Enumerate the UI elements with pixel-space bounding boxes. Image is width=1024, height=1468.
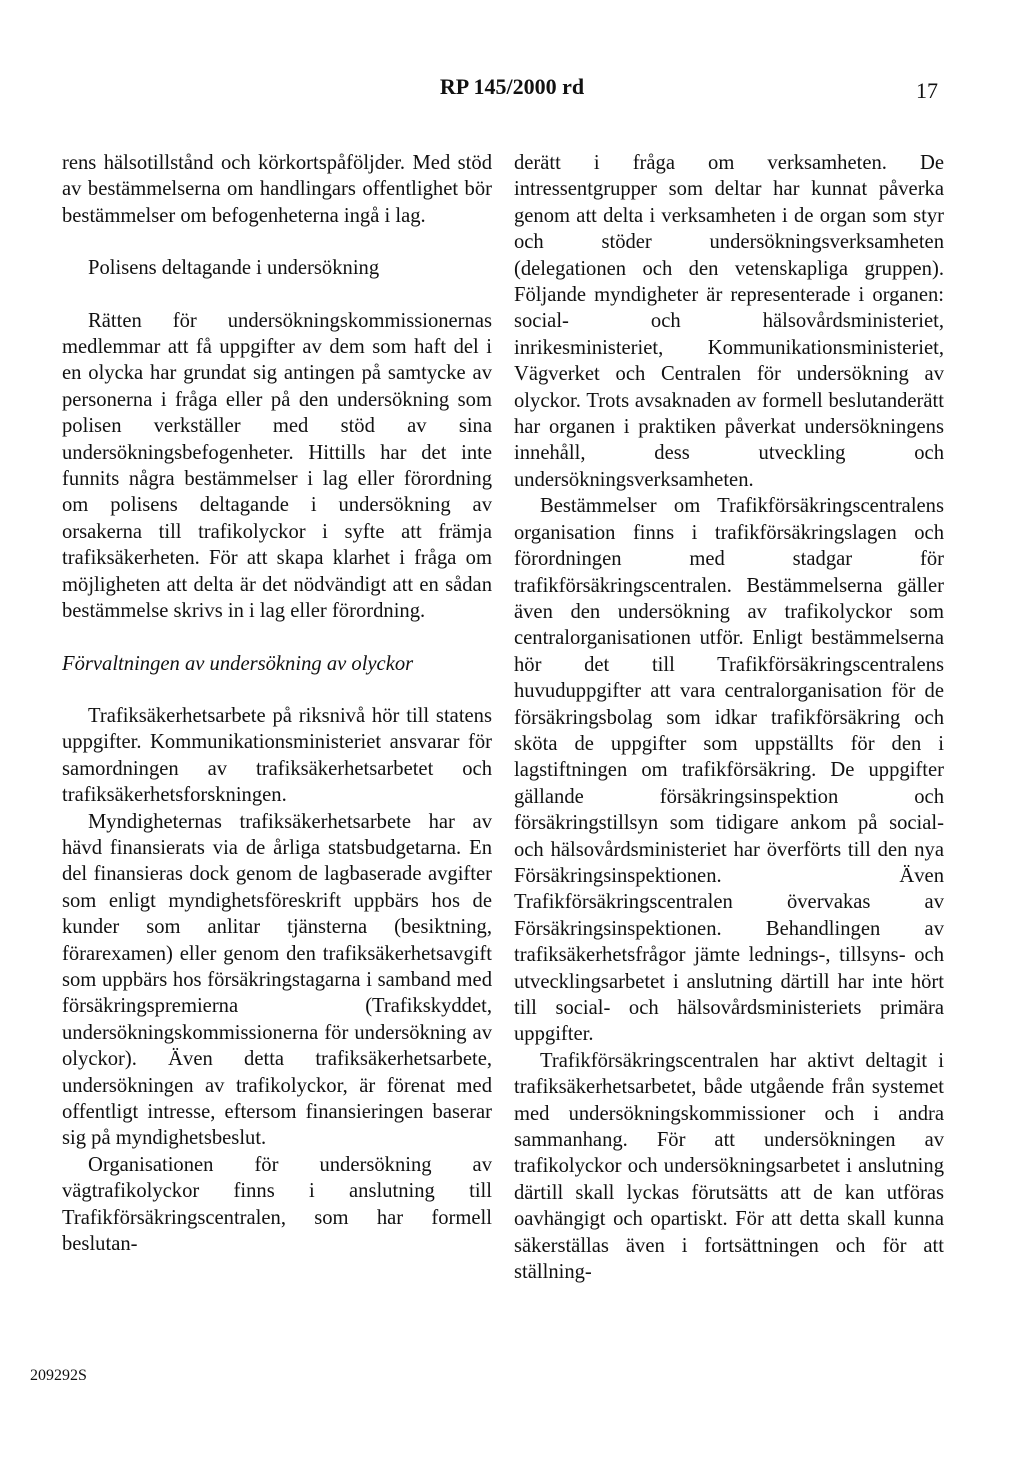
paragraph: Rätten för undersökningskommissionernas medlemmar att få uppgifter av dem som haft del i en olycka har grundat sig antingen på samtycke av personerna i fråga eller på den undersökning som polisen verkställer med stöd av sina undersökningsbefogenheter. Hittills har det inte funnits några bestämmelser i lag eller förordning om polisens deltagande i undersökning av orsakerna till trafikolyckor i syfte att främja trafiksäkerheten. För att skapa klarhet i fråga om möjligheten att delta är det nödvändigt att en sådan bestämmelse skrivs in i lag eller förordning. xyxy=(62,309,492,623)
page-number: 17 xyxy=(916,78,938,103)
page-header xyxy=(0,72,1024,106)
paragraph: Trafiksäkerhetsarbete på riksnivå hör till statens uppgifter. Kommunikationsministeriet ansvarar för samordningen av trafiksäkerhetsarbetet och trafiksäkerhetsforskningen. xyxy=(62,704,492,807)
section-heading: Polisens deltagande i undersökning xyxy=(88,257,380,280)
paragraph: Myndigheternas trafiksäkerhetsarbete har av hävd finansierats via de årliga statsbudgetarna. En del finansieras dock genom de lagbaserade avgifter som enligt myndighetsföreskrift uppbärs hos de kunder som anlitar tjänsterna (besiktning, förarexamen) eller genom den trafiksäkerhetsavgift som uppbärs hos försäkringstagarna i samband med försäkringspremierna (Trafikskyddet, undersökningskommissionerna för undersökning av olyckor). Även detta trafiksäkerhetsarbete, undersökningen av trafikolyckor, är förenat med offentligt intresse, eftersom finansieringen baserar sig på myndighetsbeslut. xyxy=(62,810,492,1150)
paragraph: derätt i fråga om verksamheten. De intressentgrupper som deltar har kunnat påverka genom att delta i verksamheten i de organ som styr och stöder undersökningsverksamheten (delegationen och den vetenskapliga gruppen). Följande myndigheter är representerade i organen: social- och hälsovårdsministeriet, inrikesministeriet, Kommunikationsministeriet, Vägverket och Centralen för undersökning av olyckor. Trots avsaknaden av formell beslutanderätt har organen i praktiken påverkat undersökningens innehåll, dess utveckling och undersökningsverksamheten. xyxy=(514,152,944,491)
paragraph: Bestämmelser om Trafikförsäkringscentralens organisation finns i trafikförsäkringslagen och förordningen med stadgar för trafikförsäkringscentralen. Bestämmelserna gäller även den undersökning av trafikolyckor som centralorganisationen utför. Enligt bestämmelserna hör det till Trafikförsäkringscentralens huvuduppgifter att vara centralorganisation för de försäkringsbolag som idkar trafikförsäkring och sköta de uppgifter som uppställts för den i lagstiftningen om trafikförsäkring. De uppgifter gällande försäkringsinspektion och försäkringstillsyn som tidigare ankom på social- och hälsovårdsministeriet har överförts till den nya Försäkringsinspektionen. Även Trafikförsäkringscentralen övervakas av Försäkringsinspektionen. Behandlingen av trafiksäkerhetsfrågor jämte lednings-, tillsyns- och utvecklingsarbetet i anslutning därtill har inte hört till social- och hälsovårdsministeriets primära uppgifter. xyxy=(514,495,944,1046)
print-code: 209292S xyxy=(30,1367,87,1384)
left-column xyxy=(62,150,492,1257)
paragraph: Organisationen för undersökning av vägtrafikolyckor finns i anslutning till Trafikförsäkringscentralen, som har formell beslutan- xyxy=(62,1153,492,1256)
paragraph: Trafikförsäkringscentralen har aktivt deltagit i trafiksäkerhetsarbetet, både utgående från systemet med undersökningskommissioner och i andra sammanhang. För att undersökningen av trafikolyckor och undersökningsarbetet i anslutning därtill skall lyckas förutsätts att de kan utföras oavhängigt och opartiskt. För att detta skall kunna säkerställas även i fortsättningen och för att ställning- xyxy=(514,1049,944,1284)
paragraph: rens hälsotillstånd och körkortspåföljder. Med stöd av bestämmelserna om handlingars offentlighet bör bestämmelser om befogenheterna ingå i lag. xyxy=(62,152,492,227)
right-column xyxy=(514,150,944,1285)
document-title: RP 145/2000 rd xyxy=(439,74,585,99)
section-heading-italic: Förvaltningen av undersökning av olyckor xyxy=(62,652,414,675)
